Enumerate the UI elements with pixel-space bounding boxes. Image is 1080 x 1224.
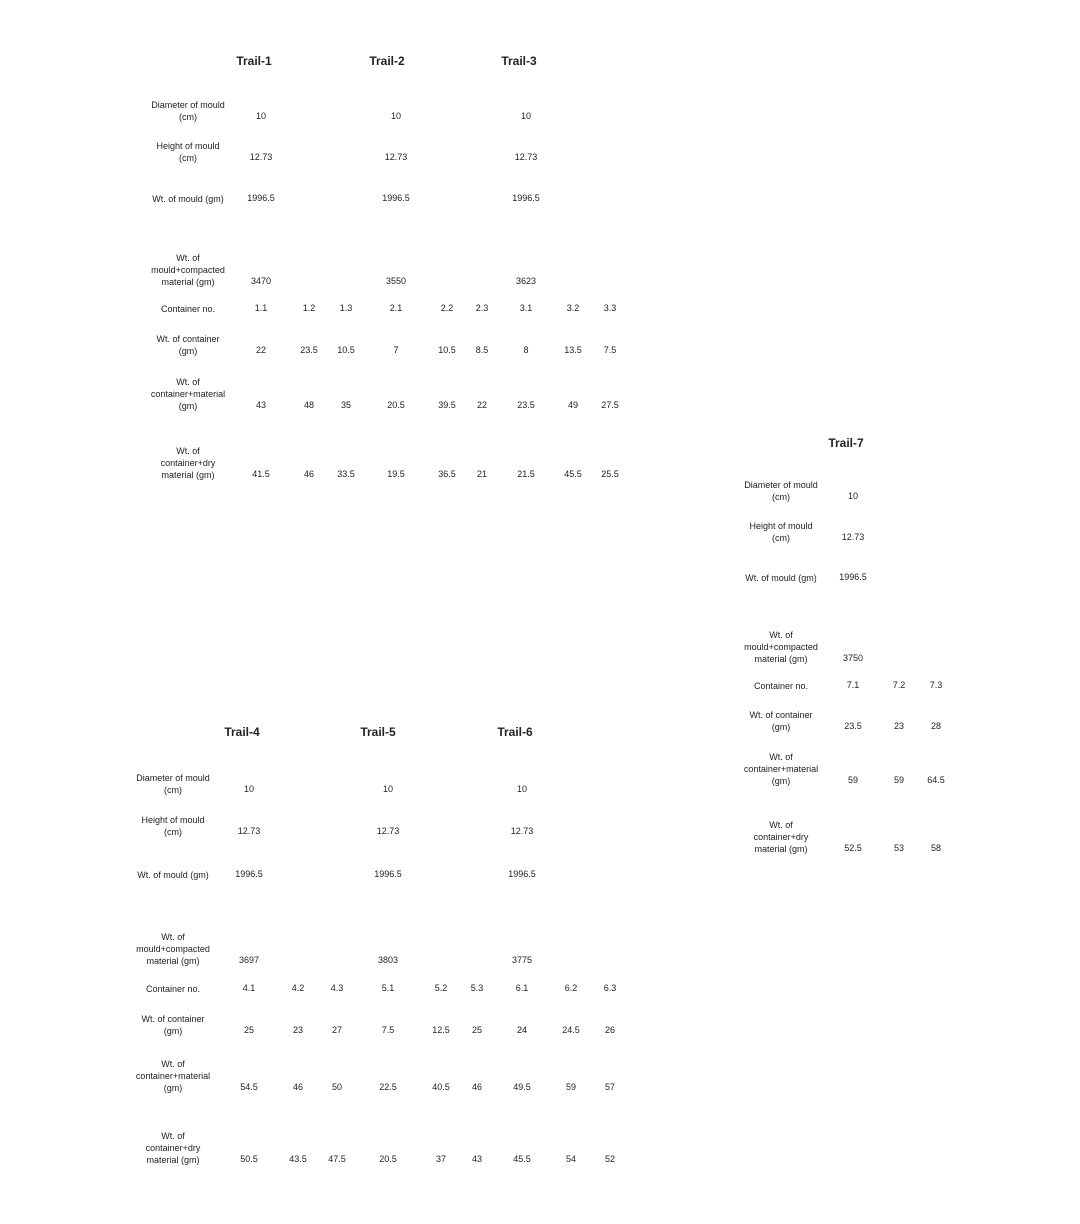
table-cell: 36.5: [438, 469, 456, 479]
table-cell: 20.5: [387, 400, 405, 410]
row-label: Container no.: [145, 984, 201, 994]
row-label: Wt. of mould (gm): [745, 573, 817, 583]
table-cell: 19.5: [387, 469, 405, 479]
table-cell: 3.2: [566, 303, 580, 313]
table-cell: 10.5: [438, 345, 456, 355]
table-cell: 46: [292, 1082, 304, 1092]
table-cell: 10: [382, 784, 394, 794]
table-cell: 50: [331, 1082, 343, 1092]
table-cell: 3.1: [519, 303, 533, 313]
row-label: Wt. of container+material (gm): [743, 752, 819, 786]
table-cell: 5.1: [381, 983, 395, 993]
table-cell: 7.1: [846, 680, 860, 690]
table-cell: 23.5: [300, 345, 318, 355]
table-cell: 3803: [377, 955, 399, 965]
table-cell: 10.5: [337, 345, 355, 355]
table-cell: 2.1: [389, 303, 403, 313]
table-cell: 24: [516, 1025, 528, 1035]
row-label: Wt. of container (gm): [156, 334, 220, 356]
table-cell: 57: [604, 1082, 616, 1092]
table-cell: 3775: [511, 955, 533, 965]
table-cell: 43.5: [289, 1154, 307, 1164]
table-cell: 48: [303, 400, 315, 410]
table-cell: 3.3: [603, 303, 617, 313]
table-cell: 12.73: [841, 532, 865, 542]
table-cell: 59: [847, 775, 859, 785]
table-cell: 7.3: [929, 680, 943, 690]
row-label: Container no.: [160, 304, 216, 314]
row-label: Wt. of container (gm): [749, 710, 813, 732]
table-cell: 5.3: [470, 983, 484, 993]
table-cell: 4.2: [291, 983, 305, 993]
row-label: Wt. of mould (gm): [152, 194, 224, 204]
table-cell: 25.5: [601, 469, 619, 479]
row-label: Diameter of mould (cm): [744, 480, 818, 502]
table-cell: 12.73: [376, 826, 400, 836]
trial-heading: Trail-2: [369, 54, 405, 68]
table-cell: 40.5: [432, 1082, 450, 1092]
table-cell: 6.3: [603, 983, 617, 993]
table-cell: 6.2: [564, 983, 578, 993]
trial-heading: Trail-6: [497, 725, 533, 739]
trial-heading: Trail-7: [828, 436, 864, 450]
table-cell: 37: [435, 1154, 447, 1164]
table-cell: 10: [847, 491, 859, 501]
table-cell: 26: [604, 1025, 616, 1035]
table-cell: 8.5: [475, 345, 489, 355]
table-cell: 22: [255, 345, 267, 355]
table-cell: 20.5: [379, 1154, 397, 1164]
table-cell: 10: [516, 784, 528, 794]
table-cell: 59: [565, 1082, 577, 1092]
table-cell: 21: [476, 469, 488, 479]
table-cell: 24.5: [562, 1025, 580, 1035]
table-cell: 46: [303, 469, 315, 479]
row-label: Wt. of mould+compacted material (gm): [151, 253, 225, 287]
table-cell: 2.3: [475, 303, 489, 313]
table-cell: 64.5: [927, 775, 945, 785]
table-cell: 1996.5: [247, 193, 275, 203]
table-cell: 59: [893, 775, 905, 785]
table-cell: 10: [255, 111, 267, 121]
table-cell: 49.5: [513, 1082, 531, 1092]
table-cell: 23.5: [517, 400, 535, 410]
table-cell: 52: [604, 1154, 616, 1164]
table-cell: 2.2: [440, 303, 454, 313]
table-cell: 46: [471, 1082, 483, 1092]
table-cell: 22.5: [379, 1082, 397, 1092]
table-cell: 21.5: [517, 469, 535, 479]
table-cell: 1996.5: [512, 193, 540, 203]
row-label: Wt. of container+dry material (gm): [753, 820, 809, 854]
table-cell: 10: [243, 784, 255, 794]
row-label: Height of mould (cm): [156, 141, 220, 163]
table-cell: 43: [255, 400, 267, 410]
table-cell: 23.5: [844, 721, 862, 731]
table-cell: 1.1: [254, 303, 268, 313]
table-cell: 54: [565, 1154, 577, 1164]
table-cell: 23: [292, 1025, 304, 1035]
table-cell: 3750: [842, 653, 864, 663]
row-label: Wt. of container+material (gm): [150, 377, 226, 411]
table-cell: 3697: [238, 955, 260, 965]
table-cell: 7.5: [381, 1025, 395, 1035]
table-cell: 50.5: [240, 1154, 258, 1164]
row-label: Wt. of mould+compacted material (gm): [744, 630, 818, 664]
table-cell: 10: [390, 111, 402, 121]
row-label: Diameter of mould (cm): [151, 100, 225, 122]
table-cell: 23: [893, 721, 905, 731]
row-label: Container no.: [753, 681, 809, 691]
row-label: Height of mould (cm): [749, 521, 813, 543]
table-cell: 6.1: [515, 983, 529, 993]
table-cell: 27.5: [601, 400, 619, 410]
table-cell: 27: [331, 1025, 343, 1035]
table-cell: 25: [243, 1025, 255, 1035]
table-cell: 43: [471, 1154, 483, 1164]
table-cell: 58: [930, 843, 942, 853]
table-cell: 1996.5: [508, 869, 536, 879]
table-cell: 7.2: [892, 680, 906, 690]
table-cell: 1996.5: [235, 869, 263, 879]
row-label: Diameter of mould (cm): [136, 773, 210, 795]
table-cell: 1.3: [339, 303, 353, 313]
table-cell: 49: [567, 400, 579, 410]
table-cell: 12.73: [514, 152, 538, 162]
table-cell: 8: [523, 345, 529, 355]
row-label: Wt. of mould+compacted material (gm): [136, 932, 210, 966]
table-cell: 7: [393, 345, 399, 355]
row-label: Wt. of container+material (gm): [135, 1059, 211, 1093]
row-label: Wt. of container+dry material (gm): [160, 446, 216, 480]
table-cell: 1996.5: [374, 869, 402, 879]
table-cell: 12.73: [249, 152, 273, 162]
trial-heading: Trail-5: [360, 725, 396, 739]
trial-heading: Trail-4: [224, 725, 260, 739]
table-cell: 41.5: [252, 469, 270, 479]
trial-heading: Trail-1: [236, 54, 272, 68]
table-cell: 7.5: [603, 345, 617, 355]
table-cell: 54.5: [240, 1082, 258, 1092]
table-cell: 13.5: [564, 345, 582, 355]
trial-heading: Trail-3: [501, 54, 537, 68]
table-cell: 5.2: [434, 983, 448, 993]
table-cell: 12.73: [384, 152, 408, 162]
table-cell: 4.3: [330, 983, 344, 993]
table-cell: 25: [471, 1025, 483, 1035]
table-cell: 3623: [515, 276, 537, 286]
table-cell: 4.1: [242, 983, 256, 993]
table-cell: 10: [520, 111, 532, 121]
row-label: Wt. of mould (gm): [137, 870, 209, 880]
table-cell: 1996.5: [839, 572, 867, 582]
table-cell: 53: [893, 843, 905, 853]
table-cell: 35: [340, 400, 352, 410]
row-label: Wt. of container (gm): [141, 1014, 205, 1036]
table-cell: 3550: [385, 276, 407, 286]
table-cell: 45.5: [513, 1154, 531, 1164]
table-cell: 45.5: [564, 469, 582, 479]
row-label: Height of mould (cm): [141, 815, 205, 837]
table-cell: 28: [930, 721, 942, 731]
table-cell: 1996.5: [382, 193, 410, 203]
table-cell: 52.5: [844, 843, 862, 853]
table-cell: 1.2: [302, 303, 316, 313]
table-cell: 47.5: [328, 1154, 346, 1164]
table-cell: 33.5: [337, 469, 355, 479]
table-cell: 12.5: [432, 1025, 450, 1035]
table-cell: 3470: [250, 276, 272, 286]
row-label: Wt. of container+dry material (gm): [145, 1131, 201, 1165]
table-cell: 39.5: [438, 400, 456, 410]
table-cell: 12.73: [510, 826, 534, 836]
table-cell: 22: [476, 400, 488, 410]
table-cell: 12.73: [237, 826, 261, 836]
